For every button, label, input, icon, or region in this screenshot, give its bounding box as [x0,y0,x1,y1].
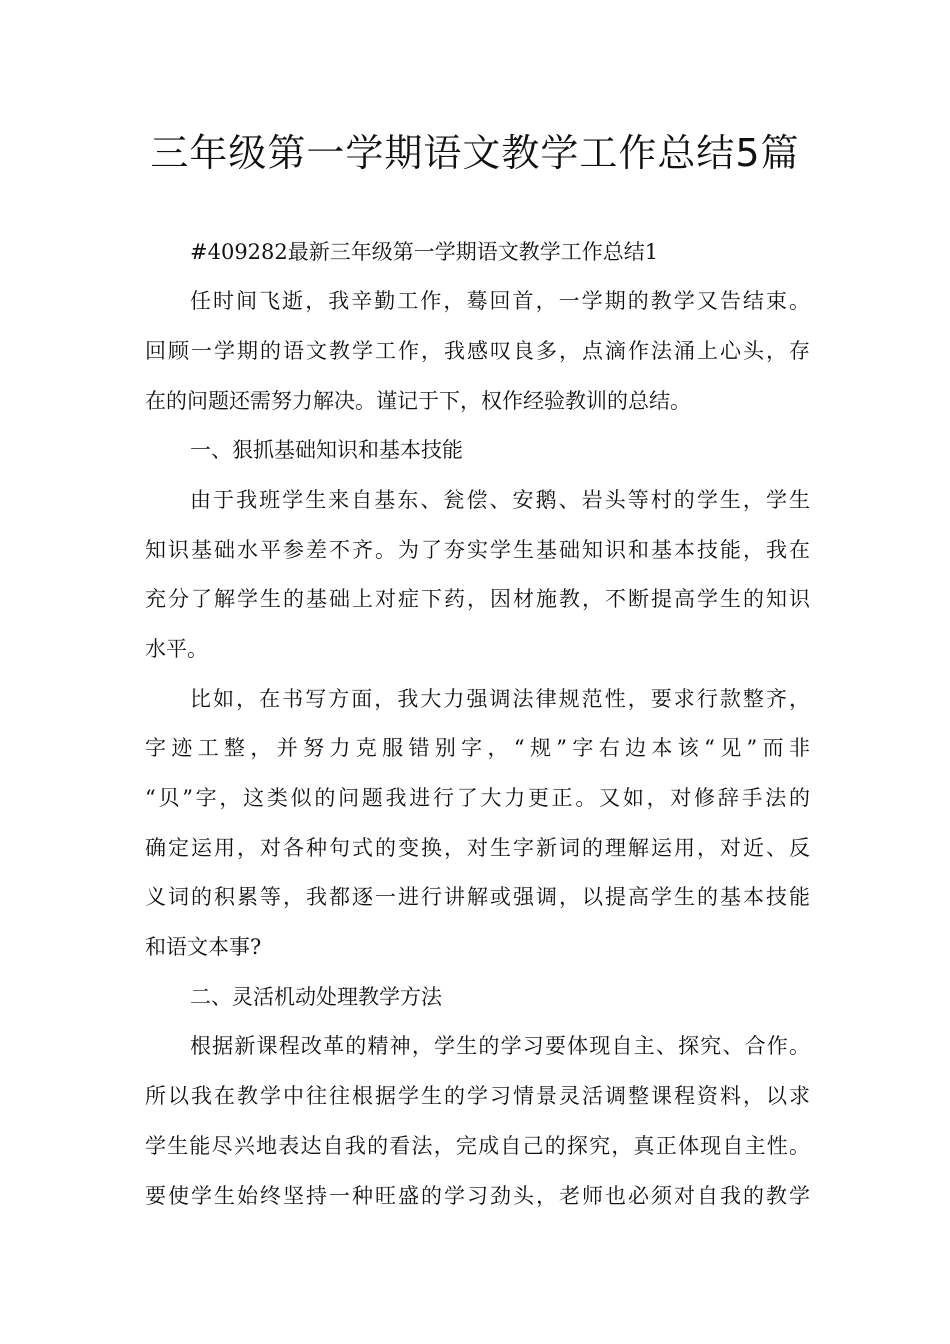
paragraph-line: “贝”字，这类似的问题我进行了大力更正。又如，对修辞手法的 [145,786,810,810]
paragraph-line: 充分了解学生的基础上对症下药，因材施教，不断提高学生的知识 [145,587,810,611]
paragraph-line: 所以我在教学中往往根据学生的学习情景灵活调整课程资料，以求 [145,1084,810,1108]
paragraph-line: 任时间飞逝，我辛勤工作，蓦回首，一学期的教学又告结束。 [190,289,810,313]
section-heading: 二、灵活机动处理教学方法 [190,985,442,1009]
paragraph-line: 比如，在书写方面，我大力强调法律规范性，要求行款整齐， [190,687,810,711]
paragraph-line: 学生能尽兴地表达自我的看法，完成自己的探究，真正体现自主性。 [145,1134,810,1158]
paragraph-line: 确定运用，对各种句式的变换，对生字新词的理解运用，对近、反 [145,836,810,860]
section-heading: 一、狠抓基础知识和基本技能 [190,438,463,462]
paragraph-line: 要使学生始终坚持一种旺盛的学习劲头，老师也必须对自我的教学 [145,1184,810,1208]
paragraph-line: 义词的积累等，我都逐一进行讲解或强调，以提高学生的基本技能 [145,885,810,909]
paragraph-line: 在的问题还需努力解决。谨记于下，权作经验教训的总结。 [145,389,691,413]
subtitle-line: #409282最新三年级第一学期语文教学工作总结1 [190,240,659,264]
document-title: 三年级第一学期语文教学工作总结5篇 [150,131,800,175]
paragraph-line: 字迹工整，并努力克服错别字，“规”字右边本该“见”而非 [145,736,810,760]
paragraph-line: 和语文本事? [145,935,262,959]
paragraph-line: 由于我班学生来自基东、瓮偿、安鹅、岩头等村的学生，学生 [190,488,810,512]
paragraph-line: 回顾一学期的语文教学工作，我感叹良多，点滴作法涌上心头，存 [145,339,810,363]
paragraph-line: 根据新课程改革的精神，学生的学习要体现自主、探究、合作。 [190,1034,810,1058]
paragraph-line: 水平。 [145,637,208,661]
paragraph-line: 知识基础水平参差不齐。为了夯实学生基础知识和基本技能，我在 [145,538,810,562]
